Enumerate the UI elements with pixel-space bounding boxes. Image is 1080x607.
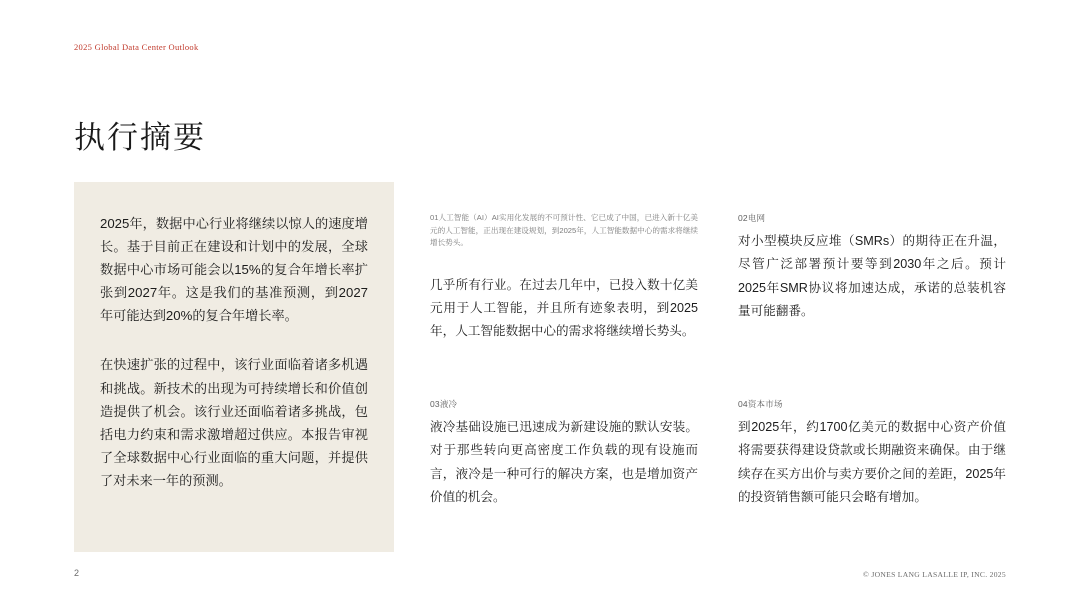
executive-summary-card <box>74 182 394 552</box>
topic-block-grid-body: 对小型模块反应堆（SMRs）的期待正在升温，尽管广泛部署预计要等到2030年之后。预计2025年SMR协议将加速达成，承诺的总装机容量可能翻番。 <box>738 234 1006 318</box>
topic-block-capital-markets-body: 到2025年，约1700亿美元的数据中心资产价值将需要获得建设贷款或长期融资来确保。由于继续存在买方出价与卖方要价之间的差距，2025年的投资销售额可能只会略有增加。 <box>738 420 1006 504</box>
topic-block-ai-body: 几乎所有行业。在过去几年中，已投入数十亿美元用于人工智能，并且所有迹象表明，到2025年，人工智能数据中心的需求将继续增长势头。 <box>430 277 698 339</box>
topic-block-liquid-cooling <box>430 398 698 509</box>
topic-block-liquid-cooling-title: 03液冷 <box>430 399 458 409</box>
topic-block-ai <box>430 212 698 343</box>
document-header-label: 2025 Global Data Center Outlook <box>74 42 199 52</box>
summary-paragraph-1: 2025年，数据中心行业将继续以惊人的速度增长。基于目前正在建设和计划中的发展，全球数据中心市场可能会以15%的复合年增长率扩张到2027年。这是我们的基准预测，到2027年可能达到20%的复合年增长率。 <box>100 216 368 324</box>
topic-block-capital-markets-title: 04资本市场 <box>738 399 783 409</box>
topic-block-liquid-cooling-body: 液冷基础设施已迅速成为新建设施的默认安装。对于那些转向更高密度工作负载的现有设施而言，液冷是一种可行的解决方案，也是增加资产价值的机会。 <box>430 420 698 504</box>
footer-copyright: © JONES LANG LASALLE IP, INC. 2025 <box>863 570 1006 579</box>
page-title: 执行摘要 <box>74 120 206 155</box>
summary-paragraph-2: 在快速扩张的过程中，该行业面临着诸多机遇和挑战。新技术的出现为可持续增长和价值创造提供了机会。该行业还面临着诸多挑战，包括电力约束和需求激增超过供应。本报告审视了全球数据中心行业面临的重大问题，并提供了对未来一年的预测。 <box>100 357 368 488</box>
footer-page-number: 2 <box>74 568 80 578</box>
topic-block-grid-title: 02电网 <box>738 213 766 223</box>
topic-block-grid <box>738 212 1006 323</box>
topic-block-ai-title: 01人工智能（AI）AI实用化发展的不可预计性、它已成了中国，已进入新十亿美元的人工智能，正出现在建设规划，到2025年，人工智能数据中心的需求将继续增长势头。 <box>430 213 698 248</box>
topic-block-capital-markets <box>738 398 1006 509</box>
